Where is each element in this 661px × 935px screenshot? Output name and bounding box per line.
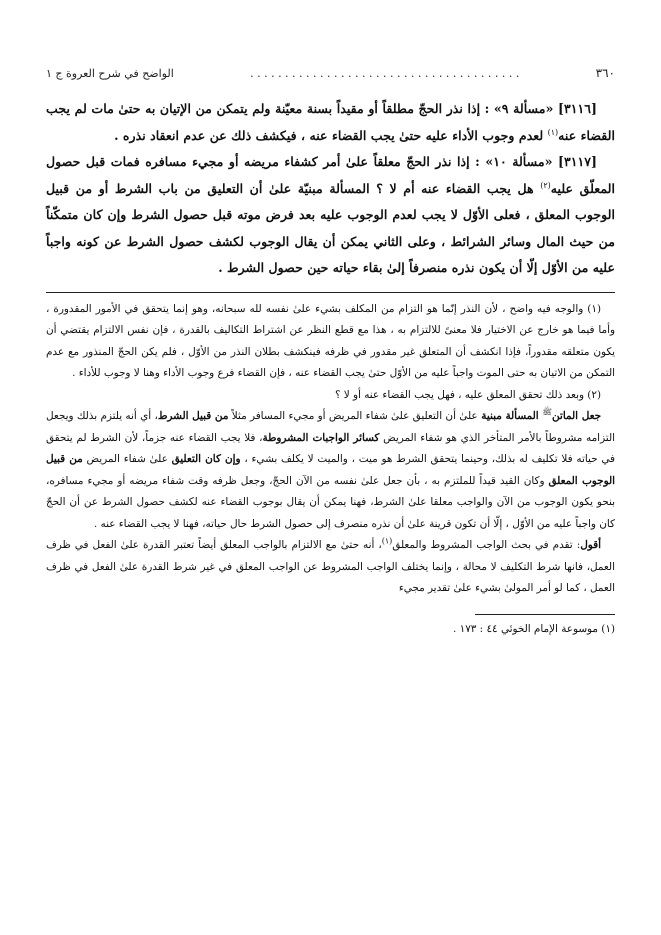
salutation-mark: ﷺ <box>542 407 553 417</box>
commentary-text-1: علىٰ أن التعليق علىٰ شفاء المريض أو مجيء المسافر مثلاً <box>228 410 478 422</box>
footnote-ref-2: (٢) <box>540 180 551 190</box>
commentary-text-4: علىٰ شفاء المريض <box>82 453 172 465</box>
aqool-label: أقول <box>580 539 601 551</box>
commentary-divider <box>46 292 615 293</box>
commentary <box>46 299 615 600</box>
note-1: (١) والوجه فيه واضح ، لأن النذر إنّما هو التزام من المكلف بشيء علىٰ نفسه لله سبحانه، وهو إنما يتحقق في الأمور المقدورة ، وأما فيما هو خارج عن الاختيار فلا معنىً للالتزام به ، هذا مع قطع النظر عن اشتراط التكاليف بالقدرة ، فإن نفس الالتزام يقتضي أن يكون متعلقه مقدوراً، فإذا انكشف أن المتعلق غير مقدور في ظرفه فينكشف بطلان النذر من الأوّل ، فلم يكن الحجّ المنذور مع عدم التمكن من الاتيان به حتى الموت واجباً عليه من الأوّل حتىٰ يجب القضاء عنه ، فإن القضاء فرع وجوب الأداء وهنا لا وجوب للأداء . <box>46 302 615 379</box>
commentary-text-5: وكان القيد قيداً للملتزم به ، بأن جعل علىٰ نفسه من الآن الحجّ، وجعل ظرفه وقت شفاء مريضه أو مجيء مسافره، بنحو يكون الوجوب من الآن والواجب معلقا علىٰ الشرط، فهنا يمكن أن يقال بوجوب القضاء عنه لكشف حصول الشرط عن أن الحجّ كان واجباً عليه من الأوّل ، إلّا أن تكون قرينة علىٰ أن نذره منصرف إلى حصول الشرط حال حياته، فهنا لا يجب القضاء عنه . <box>46 474 615 530</box>
running-head <box>46 66 615 88</box>
issue-3116-tail: لعدم وجوب الأداء عليه حتىٰ يجب القضاء عنه ، فيكشف ذلك عن عدم انعقاد نذره . <box>114 127 548 143</box>
commentary-bold-2: من قبيل الشرط <box>157 410 229 422</box>
issue-3117 <box>46 149 615 282</box>
page-number: ٣٦٠ <box>595 66 615 80</box>
footnote-ref-1: (١) <box>547 127 559 137</box>
issue-3117-text: [٣١١٧] «مسألة ١٠» : إذا نذر الحجّ معلقاً علىٰ أمر كشفاء مريضه أو مجيء مسافره فمات قبل حصول المعلّق عليه <box>46 154 615 196</box>
commentary-bold-1: المسألة مبنية <box>477 410 543 422</box>
commentary-paragraph <box>46 406 615 535</box>
note-2: (٢) وبعد ذلك تحقق المعلق عليه ، فهل يجب القضاء عنه أو لا ؟ <box>334 388 601 401</box>
book-page <box>46 66 615 917</box>
commentary-lead: جعل الماتن <box>552 410 602 422</box>
commentary-bold-3: كسائر الواجبات المشروطة <box>262 431 380 444</box>
main-text <box>46 96 615 282</box>
header-dots: . . . . . . . . . . . . . . . . . . . . . . . . . . . . . . . . . . . . . . . <box>250 67 520 80</box>
running-title: الواضح في شرح العروة ج ١ <box>46 67 174 80</box>
aqool-paragraph <box>46 535 615 600</box>
issue-3117-tail: هل يجب القضاء عنه أم لا ؟ المسألة مبنيّة علىٰ أن التعليق من باب الشرط أو من قبيل الوجوب المعلق ، فعلى الأوّل لا يجب لعدم الوجوب عليه بعد فرض موته قبل حصول الشرط وإن كان متمكّناً من حيث المال وسائر الشرائط ، وعلى الثاني يمكن أن يقال الوجوب لكشف حصول الشرط عن كونه واجباً عليه من الأوّل إلّا أن يكون نذره منصرفاً إلىٰ بقاء حياته حين حصول الشرط . <box>46 180 615 275</box>
footnote-divider <box>475 614 615 615</box>
aqool-footnote-ref: (١) <box>381 536 393 546</box>
commentary-text-3: ، فلا يجب القضاء عنه جزماً، لأن الشرط لم يتحقق في حياته فلا تكليف له بذلك، وحينما يتحقق الشرط هو ميت ، والميت لا يكلف بشيء ، <box>46 431 615 465</box>
aqool-text: : تقدم في بحث الواجب المشروط والمعلق <box>392 539 581 551</box>
commentary-bold-4: وإن كان التعليق <box>171 453 241 465</box>
issue-3116-text: [٣١١٦] «مسألة ٩» : إذا نذر الحجّ مطلقاً أو مقيداً بسنة معيّنة ولم يتمكن من الإتيان به حتىٰ مات لم يجب القضاء عنه <box>46 101 615 143</box>
issue-3116 <box>46 96 615 149</box>
source-footnote: (١) موسوعة الإمام الخوئي ٤٤ : ١٧٣ . <box>453 622 615 635</box>
commentary-text-2: ، أي أنه يلتزم بذلك ويجعل التزامه مشروطاً بالأمر المتأخر الذي هو شفاء المريض <box>46 410 615 444</box>
aqool-rest: ، أنه حتىٰ مع الالتزام بالواجب المعلق أيضاً تعتبر القدرة علىٰ الفعل في ظرف العمل، فانها شرط التكليف لا محالة ، وإنما يختلف الواجب المشروط عن الواجب المعلق في غير شرط القدرة علىٰ الفعل في ظرف العمل ، كما لو أمر المولىٰ بشيء علىٰ تقدير مجيء <box>46 539 615 594</box>
commentary-bold-5: من قبيل الوجوب المعلق <box>46 453 615 487</box>
